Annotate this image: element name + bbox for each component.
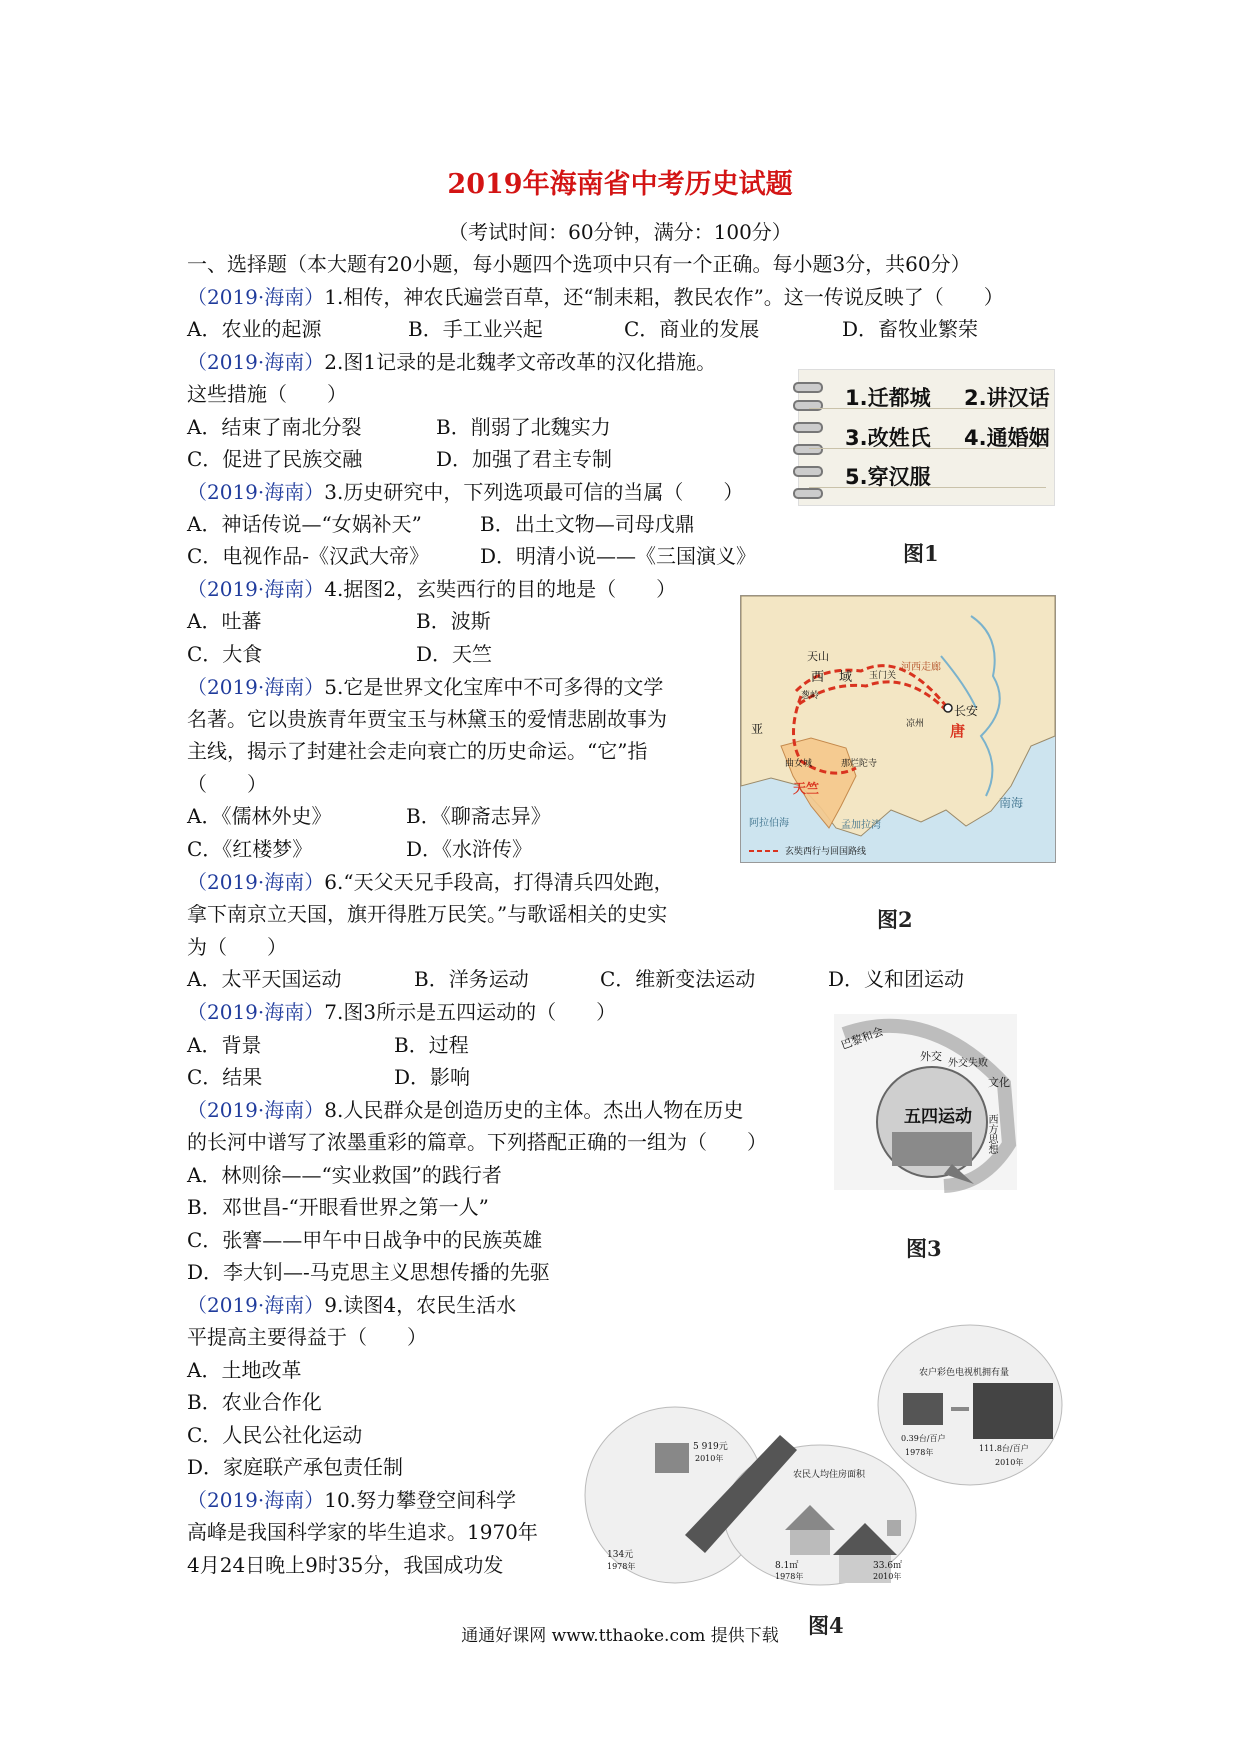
question-8-stem: （2019·海南）8.人民群众是创造历史的主体。杰出人物在历史	[187, 1098, 744, 1122]
page-footer: 通通好课网 www.tthaoke.com 提供下载	[461, 1626, 779, 1646]
figure-1-notebook	[798, 369, 1055, 506]
source-tag: （2019·海南）	[187, 350, 325, 374]
fig3-label: 文化	[988, 1076, 1010, 1089]
question-3-stem: （2019·海南）3.历史研究中，下列选项最可信的当属（ ）	[187, 480, 744, 504]
fig4-label: 农民人均住房面积	[793, 1470, 866, 1480]
fig4-label: 5 919元	[693, 1442, 728, 1452]
exam-title: 2019年海南省中考历史试题	[447, 169, 793, 200]
map-label: 唐	[950, 722, 966, 740]
option: A．神话传说—“女娲补天”	[187, 512, 422, 536]
fig3-label: 外交	[920, 1050, 942, 1063]
option: C．商业的发展	[624, 317, 760, 341]
question-10-stem-cont: 4月24日晚上9时35分，我国成功发	[187, 1553, 504, 1577]
option: D．义和团运动	[828, 967, 965, 991]
fig4-label: 1978年	[905, 1448, 934, 1457]
fig1-item: 5.穿汉服	[845, 465, 931, 489]
fig4-label: 8.1㎡	[775, 1561, 799, 1571]
fig4-label: 134元	[607, 1550, 634, 1560]
binder-ring-icon	[793, 466, 823, 477]
source-tag: （2019·海南）	[187, 1098, 325, 1122]
map-legend: 玄奘西行与回国路线	[785, 847, 867, 857]
binder-ring-icon	[793, 382, 823, 393]
map-label: 河西走廊	[901, 662, 941, 673]
question-5-stem-cont: （ ）	[187, 772, 267, 796]
option: D．加强了君主专制	[436, 447, 613, 471]
question-7-stem: （2019·海南）7.图3所示是五四运动的（ ）	[187, 1000, 617, 1024]
figure-2-map	[740, 595, 1056, 863]
map-label: 凉州	[906, 719, 925, 729]
figure-3-diagram	[834, 1014, 1017, 1190]
map-label: 葱岭	[801, 691, 820, 701]
map-label: 那烂陀寺	[841, 759, 878, 769]
exam-subtitle: （考试时间：60分钟，满分：100分）	[448, 220, 792, 244]
option: D．明清小说——《三国演义》	[480, 544, 757, 568]
fig4-label: 2010年	[695, 1454, 724, 1463]
map-label: 孟加拉湾	[841, 820, 881, 831]
fig4-label: 111.8台/百户	[979, 1444, 1029, 1453]
option: C．《红楼梦》	[187, 837, 313, 861]
option: D．李大钊—-马克思主义思想传播的先驱	[187, 1260, 550, 1284]
binder-ring-icon	[793, 444, 823, 455]
option: D．畜牧业繁荣	[842, 317, 979, 341]
question-5-stem-cont: 主线，揭示了封建社会走向衰亡的历史命运。“它”指	[187, 739, 648, 763]
section-heading: 一、选择题（本大题有20小题，每小题四个选项中只有一个正确。每小题3分，共60分）	[187, 252, 971, 276]
binder-ring-icon	[793, 488, 823, 499]
fig3-label: 外交失败	[948, 1058, 988, 1069]
option: B．削弱了北魏实力	[436, 415, 611, 439]
option: C．维新变法运动	[600, 967, 756, 991]
option: A．农业的起源	[187, 317, 322, 341]
option: A．吐蕃	[187, 609, 262, 633]
figure-4-caption: 图4	[808, 1613, 844, 1638]
fig1-item: 1.迁都城	[845, 386, 931, 410]
question-10-stem: （2019·海南）10.努力攀登空间科学	[187, 1488, 517, 1512]
source-tag: （2019·海南）	[187, 675, 325, 699]
map-label: 天山	[807, 650, 829, 663]
source-tag: （2019·海南）	[187, 285, 325, 309]
source-tag: （2019·海南）	[187, 480, 325, 504]
question-6-stem-cont: 拿下南京立天国，旗开得胜万民笑。”与歌谣相关的史实	[187, 902, 668, 926]
figure-3-caption: 图3	[906, 1236, 942, 1261]
option: B．手工业兴起	[408, 317, 543, 341]
source-tag: （2019·海南）	[187, 577, 325, 601]
fig4-label: 农户彩色电视机拥有量	[919, 1368, 1010, 1378]
option: B．洋务运动	[414, 967, 529, 991]
fig4-label: 0.39台/百户	[901, 1434, 946, 1443]
option: A．结束了南北分裂	[187, 415, 362, 439]
question-9-stem-cont: 平提高主要得益于（ ）	[187, 1325, 427, 1349]
option: C．人民公社化运动	[187, 1423, 363, 1447]
fig1-item: 2.讲汉话	[964, 386, 1050, 410]
question-5-stem: （2019·海南）5.它是世界文化宝库中不可多得的文学	[187, 675, 664, 699]
option: A．土地改革	[187, 1358, 302, 1382]
option: A．林则徐——“实业救国”的践行者	[187, 1163, 502, 1187]
question-10-stem-cont: 高峰是我国科学家的毕生追求。1970年	[187, 1520, 538, 1544]
fig4-label: 2010年	[873, 1572, 902, 1581]
option: D．家庭联产承包责任制	[187, 1455, 404, 1479]
map-label: 天竺	[793, 782, 820, 797]
source-tag: （2019·海南）	[187, 1488, 325, 1512]
option: B．农业合作化	[187, 1390, 322, 1414]
question-2-stem: （2019·海南）2.图1记录的是北魏孝文帝改革的汉化措施。	[187, 350, 717, 374]
fig1-item: 3.改姓氏	[845, 426, 931, 450]
map-label: 南海	[999, 796, 1024, 810]
question-4-stem: （2019·海南）4.据图2，玄奘西行的目的地是（ ）	[187, 577, 677, 601]
option: B．邓世昌-“开眼看世界之第一人”	[187, 1195, 489, 1219]
fig4-label: 2010年	[995, 1458, 1024, 1467]
option: D．天竺	[416, 642, 493, 666]
fig1-item: 4.通婚姻	[964, 426, 1050, 450]
map-label: 曲女城	[785, 759, 813, 769]
option: C．大食	[187, 642, 263, 666]
fig3-label: 西方思想	[986, 1114, 997, 1154]
figure-1-caption: 图1	[903, 541, 939, 566]
option: A．《儒林外史》	[187, 804, 332, 828]
figure-4-infographic	[585, 1325, 1060, 1587]
question-8-stem-cont: 的长河中谱写了浓墨重彩的篇章。下列搭配正确的一组为（ ）	[187, 1130, 767, 1154]
fig3-label: 巴黎和会	[839, 1024, 886, 1053]
binder-ring-icon	[793, 400, 823, 411]
map-label: 域	[839, 670, 853, 685]
source-tag: （2019·海南）	[187, 870, 325, 894]
option: B．过程	[394, 1033, 469, 1057]
map-label: 玉门关	[869, 671, 897, 681]
fig4-label: 1978年	[607, 1562, 636, 1571]
option: C．促进了民族交融	[187, 447, 363, 471]
question-5-stem-cont: 名著。它以贵族青年贾宝玉与林黛玉的爱情悲剧故事为	[187, 707, 667, 731]
option: C．结果	[187, 1065, 263, 1089]
map-label: 长安	[954, 704, 979, 718]
question-6-stem: （2019·海南）6.“天父天兄手段高，打得清兵四处跑，	[187, 870, 674, 894]
option: B．波斯	[416, 609, 491, 633]
figure-2-caption: 图2	[877, 907, 913, 932]
map-label: 阿拉伯海	[749, 818, 789, 829]
option: A．背景	[187, 1033, 262, 1057]
map-label: 西	[811, 670, 825, 685]
option: D．《水浒传》	[406, 837, 533, 861]
fig3-label: 五四运动	[904, 1107, 972, 1127]
question-6-stem-cont: 为（ ）	[187, 935, 287, 959]
fig4-label: 1978年	[775, 1572, 804, 1581]
map-label: 亚	[751, 722, 764, 736]
option: C．电视作品-《汉武大帝》	[187, 544, 430, 568]
question-1-stem: （2019·海南）1.相传，神农氏遍尝百草，还“制耒耜，教民农作”。这一传说反映了（ ）	[187, 285, 1004, 309]
option: A．太平天国运动	[187, 967, 342, 991]
source-tag: （2019·海南）	[187, 1000, 325, 1024]
fig4-label: 33.6㎡	[873, 1561, 903, 1571]
option: C．张謇——甲午中日战争中的民族英雄	[187, 1228, 543, 1252]
option: B．出土文物—司母戊鼎	[480, 512, 695, 536]
option: D．影响	[394, 1065, 471, 1089]
binder-ring-icon	[793, 422, 823, 433]
source-tag: （2019·海南）	[187, 1293, 325, 1317]
option: B．《聊斋志异》	[406, 804, 551, 828]
question-9-stem: （2019·海南）9.读图4，农民生活水	[187, 1293, 517, 1317]
question-2-stem-cont: 这些措施（ ）	[187, 382, 347, 406]
